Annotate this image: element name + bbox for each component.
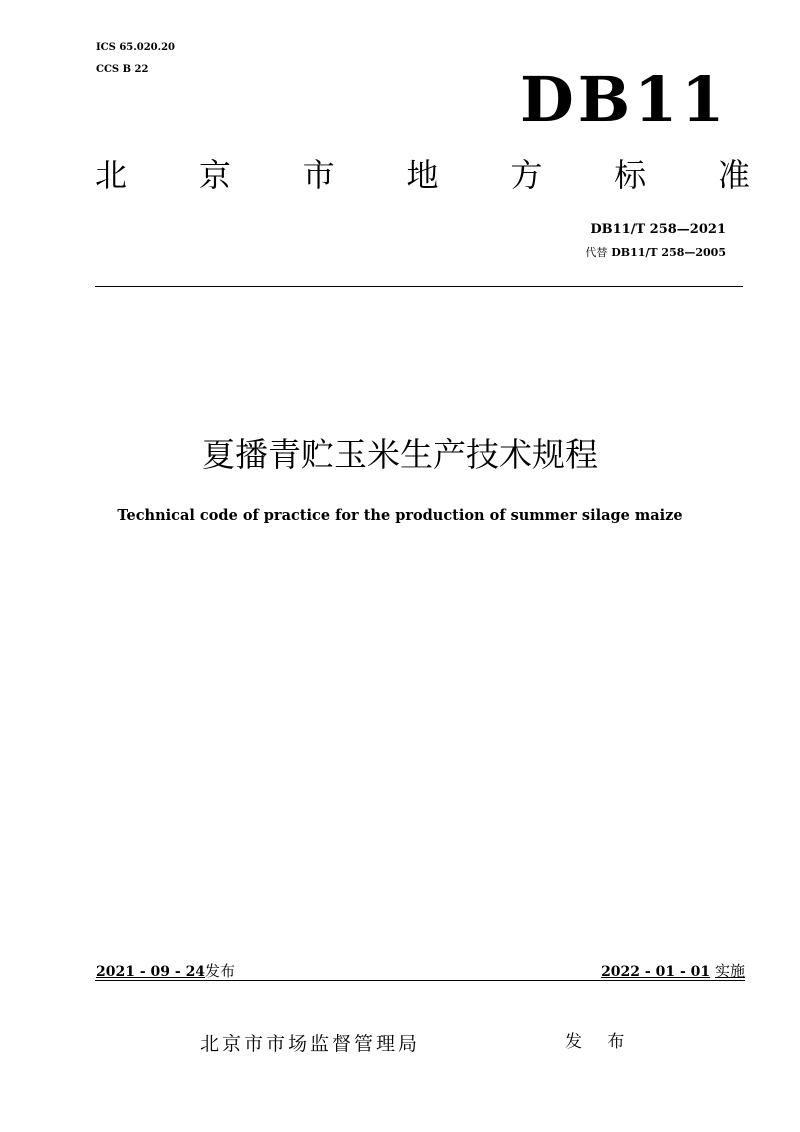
issued-label: 发 布	[565, 1032, 635, 1052]
standard-type-char: 方	[510, 156, 543, 194]
standard-type-char: 准	[717, 156, 750, 194]
ccs-code: CCS B 22	[96, 64, 149, 75]
implementation-label: 实施	[714, 962, 745, 980]
implementation-date-line	[540, 962, 745, 981]
replaces-code: DB11/T 258—2005	[611, 246, 726, 259]
standard-type-char: 京	[198, 156, 231, 194]
date-divider	[95, 980, 745, 981]
replaces-label: 代替	[585, 246, 608, 259]
issue-date-line	[96, 962, 235, 981]
issue-label: 发布	[205, 962, 236, 980]
ics-code: ICS 65.020.20	[96, 42, 176, 53]
standard-type-char: 地	[406, 156, 439, 194]
standard-type	[95, 155, 750, 195]
title-english: Technical code of practice for the production of summer silage maize	[117, 507, 683, 524]
standard-type-char: 北	[95, 156, 128, 194]
title-chinese: 夏播青贮玉米生产技术规程	[202, 435, 598, 474]
issue-date: 2021 - 09 - 24	[96, 964, 206, 980]
replaces-line	[520, 246, 726, 260]
standard-type-char: 市	[302, 156, 335, 194]
header-divider	[95, 286, 743, 287]
implementation-date: 2022 - 01 - 01	[601, 964, 711, 980]
issuing-authority: 北京市市场监督管理局	[200, 1033, 421, 1055]
standard-type-char: 标	[614, 156, 647, 194]
standard-code: DB11/T 258—2021	[590, 222, 726, 237]
standard-mark: DB11	[520, 63, 729, 136]
